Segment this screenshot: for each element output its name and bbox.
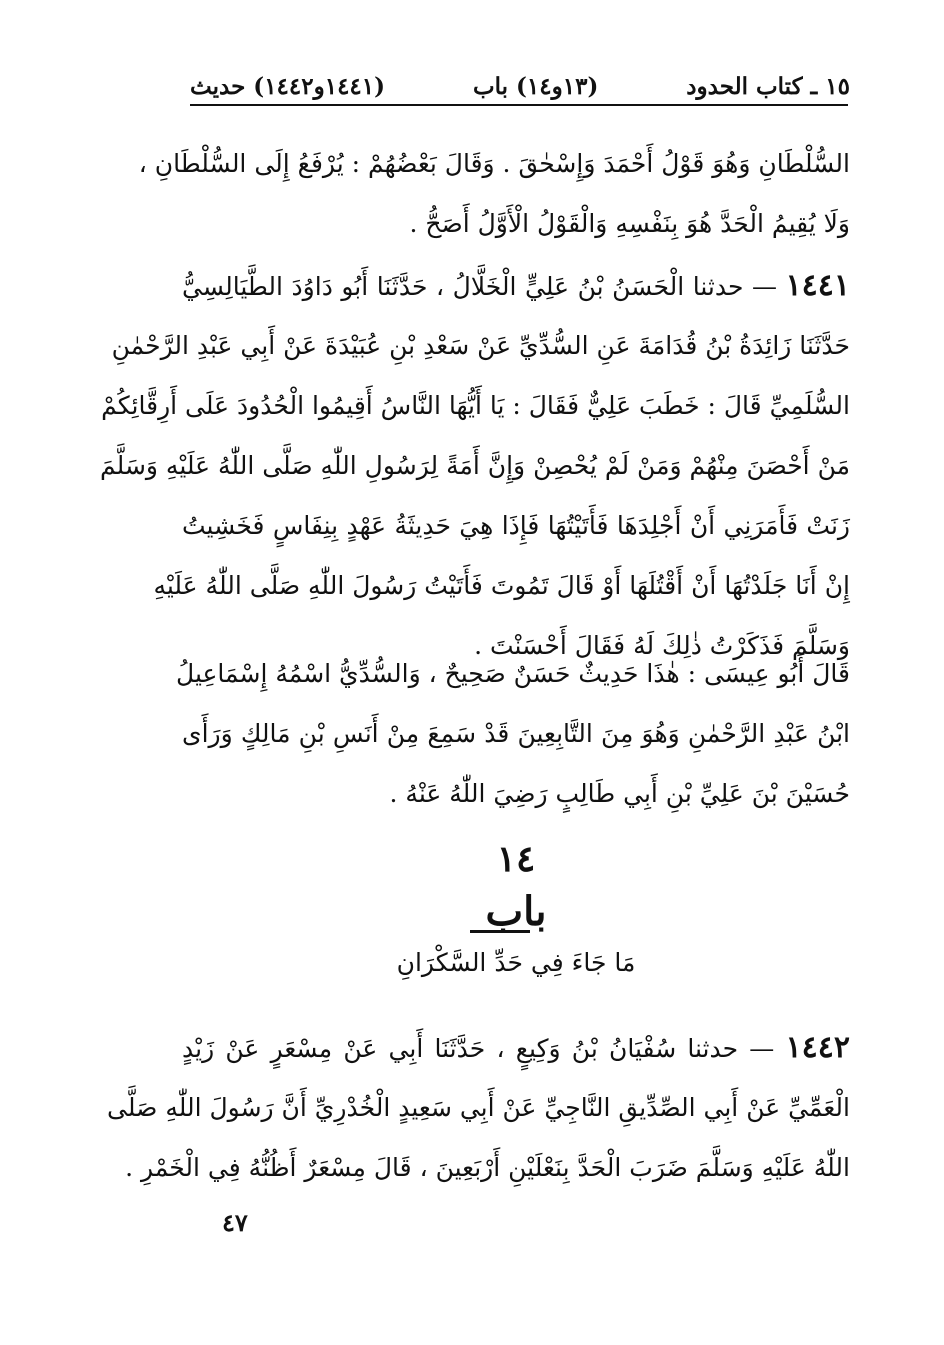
chapter-heading: باب (485, 888, 547, 935)
chapter-number: ١٤ (496, 838, 536, 880)
hadith-1442 (107, 1018, 850, 1198)
header-rule (190, 104, 848, 106)
paragraph-continuation (138, 134, 850, 254)
hadith-text: — حدثنا سُفْيَانُ بْنُ وَكِيعٍ ، حَدَّثَنَا أَبِي عَنْ مِسْعَرٍ عَنْ زَيْدٍ (182, 1034, 786, 1063)
text-line: إِنْ أَنَا جَلَدْتُهَا أَنْ أَقْتُلَهَا أَوْ قَالَ تَمُوتَ فَأَتَيْتُ رَسُولَ اللّٰهِ صَلَّى اللّٰهُ عَلَيْهِ (153, 571, 850, 600)
text-line: السُّلَمِيِّ قَالَ : خَطَبَ عَلِيٌّ فَقَالَ : يَا أَيُّهَا النَّاسُ أَقِيمُوا الْحُدُودَ عَلَى أَرِقَّائِكُمْ (101, 391, 850, 420)
header-book-title: ١٥ ـ كتاب الحدود (686, 72, 850, 100)
text-line: الْعَمِّيِّ عَنْ أَبِي الصِّدِّيقِ النَّاجِيِّ عَنْ أَبِي سَعِيدٍ الْخُدْرِيِّ أَنَّ رَسُولَ اللّٰهِ صَلَّى (107, 1093, 850, 1122)
page-number: ٤٧ (222, 1208, 248, 1237)
text-line (182, 1018, 850, 1078)
hadith-number: ١٤٤١ (785, 268, 850, 303)
chapter-heading-rule (470, 930, 530, 933)
hadith-1441 (100, 256, 850, 676)
text-line: ابْنُ عَبْدِ الرَّحْمٰنِ وَهُوَ مِنَ التَّابِعِينَ قَدْ سَمِعَ مِنْ أَنَسِ بْنِ مَالِكٍ وَرَأَى (182, 719, 850, 748)
text-line: وَلَا يُقِيمُ الْحَدَّ هُوَ بِنَفْسِهِ وَالْقَوْلُ الْأَوَّلُ أَصَحُّ . (409, 209, 850, 238)
header-hadith-range: (١٤٤١و١٤٤٢) حديث (190, 72, 386, 100)
text-line: حُسَيْنَ بْنَ عَلِيِّ بْنِ أَبِي طَالِبٍ رَضِيَ اللّٰهُ عَنْهُ . (389, 779, 850, 808)
text-line: حَدَّثَنَا زَائِدَةُ بْنُ قُدَامَةَ عَنِ السُّدِّيِّ عَنْ سَعْدِ بْنِ عُبَيْدَةَ عَنْ أَبِي عَبْدِ الرَّحْمٰنِ (111, 331, 850, 360)
hadith-number: ١٤٤٢ (785, 1030, 850, 1065)
text-line: اللّٰهُ عَلَيْهِ وَسَلَّمَ ضَرَبَ الْحَدَّ بِنَعْلَيْنِ أَرْبَعِينَ ، قَالَ مِسْعَرٌ أَظُنُّهُ فِي الْخَمْرِ . (125, 1153, 850, 1182)
text-line (182, 256, 850, 316)
header-chapter-ref: (١٣و١٤) باب (472, 72, 599, 100)
running-header (190, 66, 850, 106)
chapter-title: مَا جَاءَ فِي حَدِّ السَّكْرَانِ (396, 948, 636, 977)
text-line: وَسَلَّمَ فَذَكَرْتُ ذٰلِكَ لَهُ فَقَالَ أَحْسَنْتَ . (474, 631, 850, 660)
commentary (176, 644, 850, 824)
hadith-text: — حدثنا الْحَسَنُ بْنُ عَلِيٍّ الْخَلَّالُ ، حَدَّثَنَا أَبُو دَاوُدَ الطَّيَالِسِيُّ (182, 272, 786, 301)
text-line: قَالَ أَبُو عِيسَى : هٰذَا حَدِيثٌ حَسَنٌ صَحِيحٌ ، وَالسُّدِّيُّ اسْمُهُ إِسْمَاعِيلُ (176, 659, 850, 688)
text-line: مَنْ أَحْصَنَ مِنْهُمْ وَمَنْ لَمْ يُحْصِنْ وَإِنَّ أَمَةً لِرَسُولِ اللّٰهِ صَلَّى اللّٰهُ عَلَيْهِ وَسَلَّمَ (100, 451, 850, 480)
text-line: زَنَتْ فَأَمَرَنِي أَنْ أَجْلِدَهَا فَأَتَيْتُهَا فَإِذَا هِيَ حَدِيثَةُ عَهْدٍ بِنِفَاسٍ فَخَشِيتُ (182, 511, 850, 540)
text-line: السُّلْطَانِ وَهُوَ قَوْلُ أَحْمَدَ وَإِسْحٰقَ . وَقَالَ بَعْضُهُمْ : يُرْفَعُ إِلَى السُّلْطَانِ ، (138, 149, 850, 178)
